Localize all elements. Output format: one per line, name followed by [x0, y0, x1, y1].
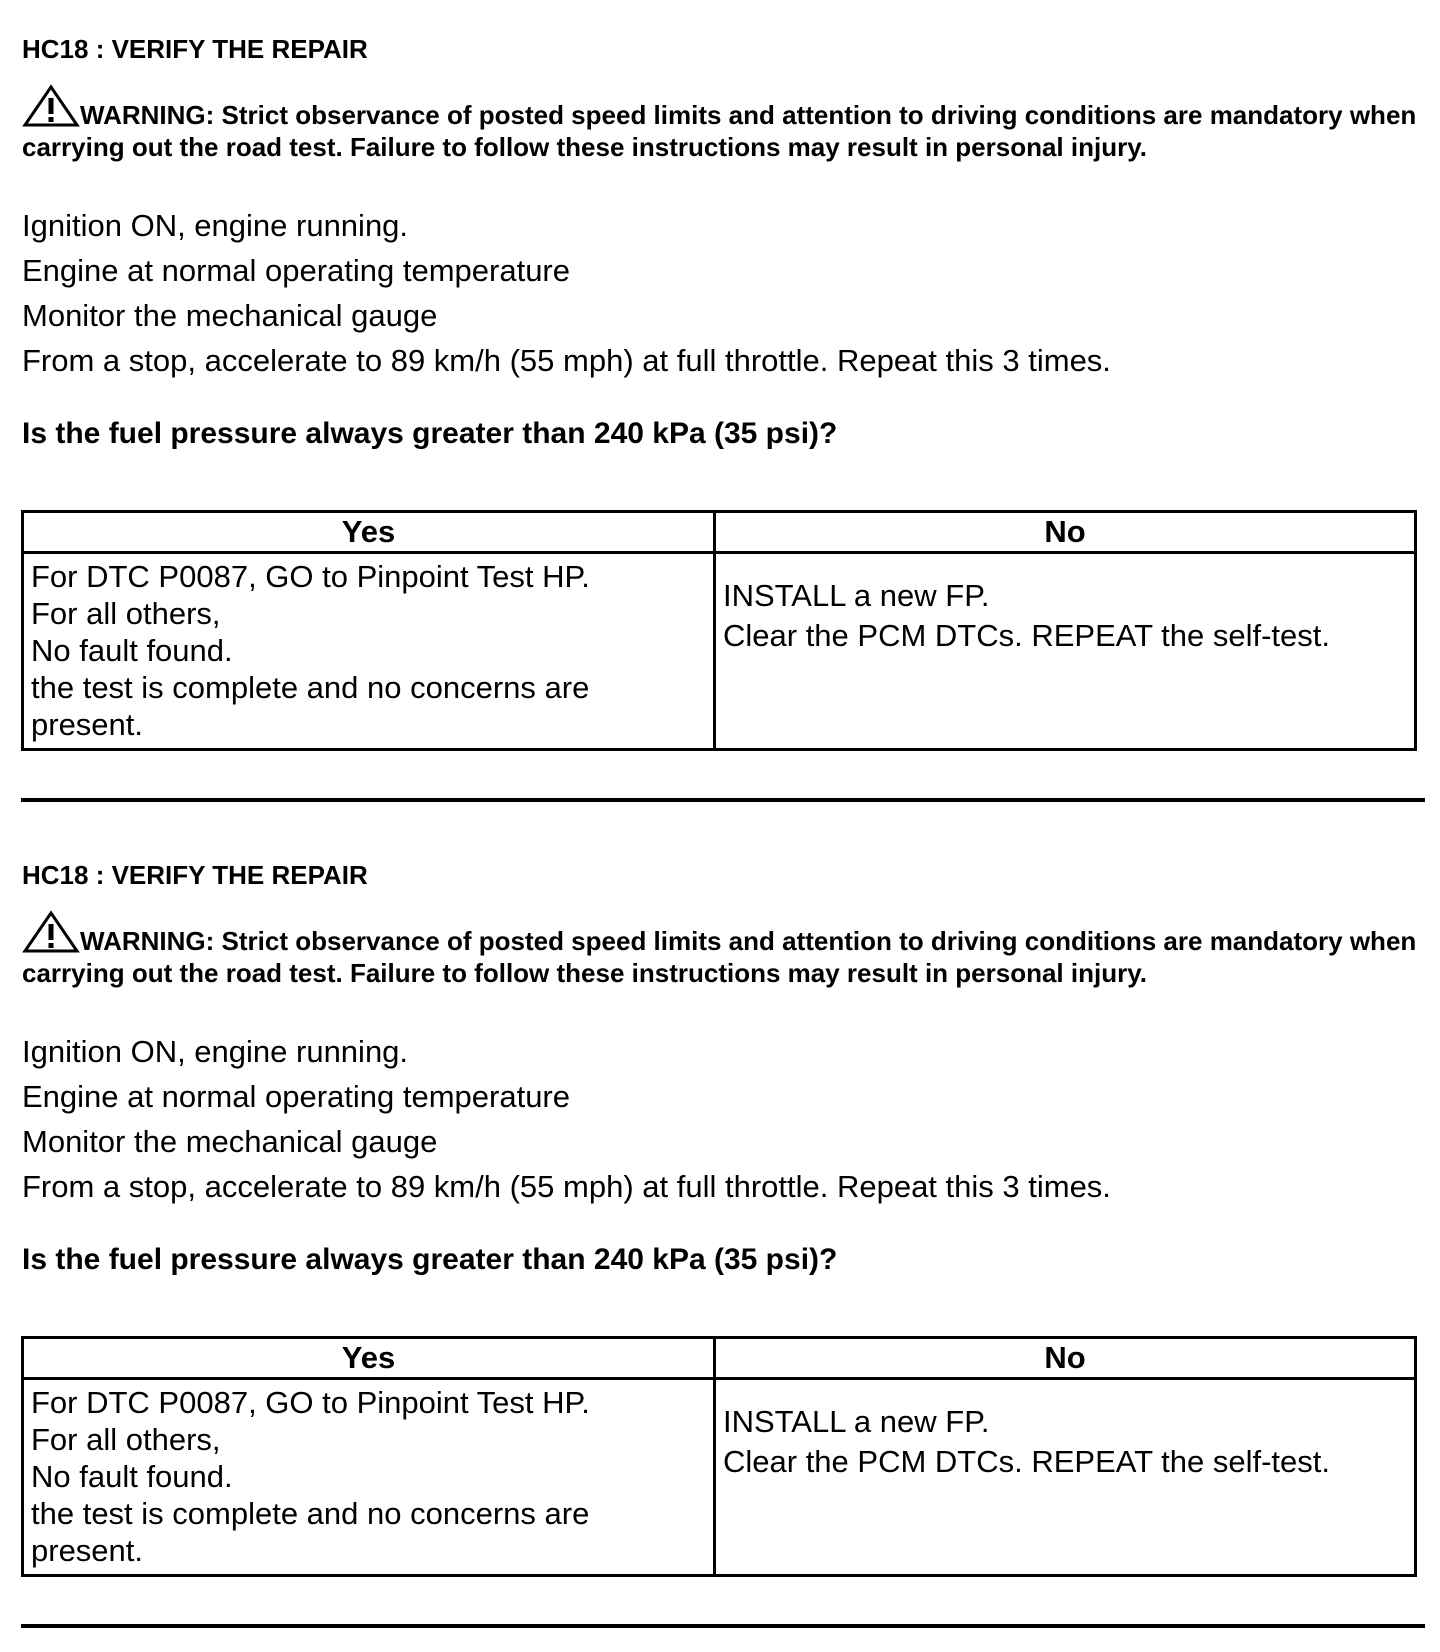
warning-triangle-icon	[22, 910, 80, 954]
yes-line: present.	[31, 1533, 144, 1568]
step-3: Monitor the mechanical gauge	[22, 1124, 438, 1159]
warning-text: WARNING: Strict observance of posted speed limits and attention to driving conditions are mandatory when carrying out the road test. Failure to follow these instructions may result in personal injury.	[22, 926, 1417, 988]
no-header: No	[715, 512, 1416, 553]
test-question: Is the fuel pressure always greater than 240 kPa (35 psi)?	[22, 417, 838, 450]
warning-block	[22, 84, 1422, 163]
section-divider	[21, 1624, 1425, 1628]
warning-triangle-icon	[22, 84, 80, 128]
no-header: No	[715, 1338, 1416, 1379]
step-2: Engine at normal operating temperature	[22, 1079, 570, 1114]
yes-line: For all others,	[31, 1422, 221, 1457]
yes-line: the test is complete and no concerns are	[31, 670, 590, 705]
yes-line: For DTC P0087, GO to Pinpoint Test HP.	[31, 559, 590, 594]
result-table	[21, 1336, 1417, 1577]
yes-header: Yes	[23, 1338, 715, 1379]
warning-block	[22, 910, 1422, 989]
no-line: INSTALL a new FP.	[723, 1404, 990, 1439]
no-action-cell	[715, 553, 1416, 750]
yes-action-cell	[23, 1379, 715, 1576]
yes-line: No fault found.	[31, 633, 233, 668]
step-4: From a stop, accelerate to 89 km/h (55 mph) at full throttle. Repeat this 3 times.	[22, 343, 1111, 378]
step-3: Monitor the mechanical gauge	[22, 298, 438, 333]
no-line: Clear the PCM DTCs. REPEAT the self-test.	[723, 618, 1330, 653]
yes-header: Yes	[23, 512, 715, 553]
yes-line: For all others,	[31, 596, 221, 631]
no-line: INSTALL a new FP.	[723, 578, 990, 613]
section-heading: HC18 : VERIFY THE REPAIR	[22, 860, 368, 890]
section-heading: HC18 : VERIFY THE REPAIR	[22, 34, 368, 64]
yes-line: the test is complete and no concerns are	[31, 1496, 590, 1531]
step-1: Ignition ON, engine running.	[22, 208, 409, 243]
yes-line: For DTC P0087, GO to Pinpoint Test HP.	[31, 1385, 590, 1420]
test-question: Is the fuel pressure always greater than 240 kPa (35 psi)?	[22, 1243, 838, 1276]
warning-text: WARNING: Strict observance of posted speed limits and attention to driving conditions are mandatory when carrying out the road test. Failure to follow these instructions may result in personal injury.	[22, 100, 1417, 162]
result-table	[21, 510, 1417, 751]
step-4: From a stop, accelerate to 89 km/h (55 mph) at full throttle. Repeat this 3 times.	[22, 1169, 1111, 1204]
yes-line: No fault found.	[31, 1459, 233, 1494]
procedure-section-2	[0, 826, 1440, 1652]
step-1: Ignition ON, engine running.	[22, 1034, 409, 1069]
no-line: Clear the PCM DTCs. REPEAT the self-test.	[723, 1444, 1330, 1479]
yes-action-cell	[23, 553, 715, 750]
step-2: Engine at normal operating temperature	[22, 253, 570, 288]
section-divider	[21, 798, 1425, 802]
no-action-cell	[715, 1379, 1416, 1576]
yes-line: present.	[31, 707, 144, 742]
